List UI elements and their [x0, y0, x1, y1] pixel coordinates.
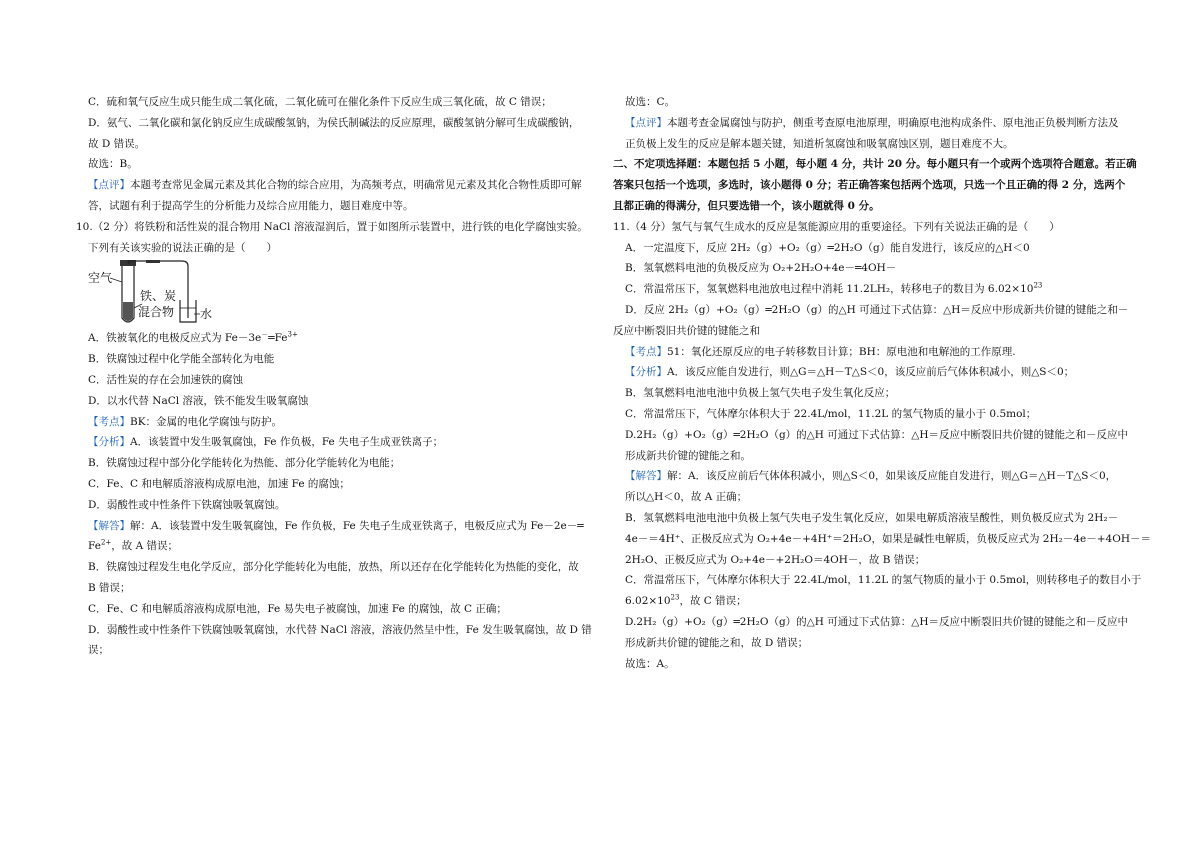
left-column	[76, 92, 592, 661]
option-c: C．活性炭的存在会加速铁的腐蚀	[88, 373, 244, 386]
right-column	[613, 92, 1151, 674]
text-line: 所以△H＜0，故 A 正确；	[625, 491, 748, 504]
text-line: 形成新共价键的键能之和。	[625, 449, 751, 462]
text-line: D.2H₂（g）+O₂（g）═2H₂O（g）的△H 可通过下式估算：△H＝反应中断裂旧共价键的键能之和－反应中	[625, 428, 1128, 441]
text-line: B．氢氧燃料电池电池中负极上氢气失电子发生氧化反应，如果电解质溶液呈酸性，则负极反应式为 2H₂－	[625, 511, 1119, 524]
text-line: 4e－＝4H⁺、正极反应式为 O₂+4e－+4H⁺＝2H₂O，如果是碱性电解质，负极反应式为 2H₂－4e－+4OH－＝	[625, 532, 1151, 545]
text-line: C．常温常压下，气体摩尔体积大于 22.4L/mol，11.2L 的氢气物质的量小于 0.5mol；	[625, 407, 1037, 420]
kaodian-line: 【考点】BK：金属的电化学腐蚀与防护。	[88, 415, 283, 428]
option-b: B．氢氧燃料电池的负极反应为 O₂+2H₂O+4e－═4OH－	[625, 262, 897, 275]
jieda-line: 【解答】解：A．该反应前后气体体积减小，则△S＜0，如果该反应能自发进行，则△G＝△H－T△S＜0，	[625, 470, 1117, 483]
text-line: 故选：C。	[625, 96, 676, 108]
text-line: $Fe^{2+}$，故 A 错误；	[88, 538, 179, 553]
option-d-cont: 反应中断裂旧共价键的键能之和	[613, 324, 760, 337]
text-line: D．弱酸性或中性条件下铁腐蚀吸氧腐蚀，水代替 NaCl 溶液，溶液仍然呈中性，Fe 发生吸氧腐蚀，故 D 错	[88, 623, 592, 636]
section-heading-3: 且都正确的得满分，但只要选错一个，该小题就得 0 分。	[613, 199, 880, 212]
option-d: D．反应 2H₂（g）+O₂（g）═2H₂O（g）的△H 可通过下式估算：△H＝反应中形成新共价键的键能之和－	[625, 303, 1129, 316]
kaodian-line: 【考点】51：氧化还原反应的电子转移数目计算；BH：原电池和电解池的工作原理.	[625, 345, 1016, 358]
fenxi-tag: 【分析】	[625, 366, 667, 379]
mixture-label-2: 混合物	[138, 305, 175, 320]
text-line: C．常温常压下，气体摩尔体积大于 22.4L/mol，11.2L 的氢气物质的量小于 0.5mol，则转移电子的数目小于	[625, 574, 1142, 587]
fenxi-line: 【分析】A．该反应能自发进行，则△G＝△H－T△S＜0，该反应前后气体体积减小，则△S＜0；	[625, 366, 1075, 379]
option-c: C．常温常压下，氢氧燃料电池放电过程中消耗 11.2LH₂，转移电子的数目为 $6.02\times 10^{23}$	[625, 281, 1043, 296]
jieda-tag: 【解答】	[625, 470, 667, 483]
text-line: B 错误；	[88, 581, 131, 594]
water-label: 水	[200, 307, 213, 322]
comment-tag: 【点评】	[88, 179, 130, 192]
jieda-tag: 【解答】	[88, 519, 130, 532]
experiment-figure	[88, 258, 588, 328]
comment-line: 【点评】本题考查常见金属元素及其化合物的综合应用，为高频考点，明确常见元素及其化合物性质即可解	[88, 179, 582, 192]
text-line: D.2H₂（g）+O₂（g）═2H₂O（g）的△H 可通过下式估算：△H＝反应中断裂旧共价键的键能之和－反应中	[625, 615, 1128, 628]
test-tube-apparatus-diagram	[88, 260, 228, 330]
text-line: C．硫和氧气反应生成只能生成二氧化硫，二氧化硫可在催化条件下反应生成三氧化硫，故 C 错误；	[88, 96, 552, 108]
text-line: B．氢氧燃料电池电池中负极上氢气失电子发生氧化反应；	[625, 387, 896, 400]
text-line: B．铁腐蚀过程中部分化学能转化为热能、部分化学能转化为电能；	[88, 457, 401, 470]
question-11-stem: 11.（4 分）氢气与氧气生成水的反应是氢能源应用的重要途径。下列有关说法正确的是（ ）	[613, 220, 1060, 233]
question-10-stem-2: 下列有关该实验的说法正确的是（ ）	[88, 241, 277, 254]
text-line: $6.02\times 10^{23}$，故 C 错误；	[625, 593, 747, 608]
option-a: A．一定温度下，反应 2H₂（g）+O₂（g）═2H₂O（g）能自发进行，该反应的△H＜0	[625, 241, 1030, 254]
text-line: 形成新共价键的键能之和，故 D 错误；	[625, 636, 809, 649]
option-d: D．以水代替 NaCl 溶液，铁不能发生吸氧腐蚀	[88, 394, 309, 407]
section-heading: 二、不定项选择题：本题包括 5 小题，每小题 4 分，共计 20 分。每小题只有一个或两个选项符合题意。若正确	[613, 158, 1137, 171]
text-line: D．弱酸性或中性条件下铁腐蚀吸氧腐蚀。	[88, 498, 286, 511]
comment-tag: 【点评】	[625, 116, 667, 129]
comment-line: 【点评】本题考查金属腐蚀与防护，侧重考查原电池原理，明确原电池构成条件、原电池正负极判断方法及	[625, 116, 1119, 129]
kaodian-tag: 【考点】	[88, 415, 130, 428]
mixture-shape	[123, 302, 133, 321]
text-line: C．Fe、C 和电解质溶液构成原电池，加速 Fe 的腐蚀；	[88, 477, 350, 490]
text-line: 故选：B。	[88, 158, 138, 171]
text-line: 误；	[88, 644, 109, 657]
text-line: 正负极上发生的反应是解本题关键，知道析氢腐蚀和吸氧腐蚀区别，题目难度不大。	[625, 137, 1014, 150]
clamp-shape	[146, 260, 160, 263]
fenxi-line: 【分析】A．该装置中发生吸氧腐蚀，Fe 作负极，Fe 失电子生成亚铁离子；	[88, 436, 444, 449]
mixture-label-1: 铁、炭	[140, 289, 177, 304]
text-line: C．Fe、C 和电解质溶液构成原电池，Fe 易失电子被腐蚀，加速 Fe 的腐蚀，故 C 正确；	[88, 602, 507, 615]
question-10-stem: 10.（2 分）将铁粉和活性炭的混合物用 NaCl 溶液湿润后，置于如图所示装置中，进行铁的电化学腐蚀实验。	[76, 220, 588, 233]
section-heading-2: 答案只包括一个选项，多选时，该小题得 0 分；若正确答案包括两个选项，只选一个且正确的得 2 分，选两个	[613, 179, 1126, 192]
text-line: D．氨气、二氧化碳和氯化钠反应生成碳酸氢钠，为侯氏制碱法的反应原理，碳酸氢钠分解可生成碳酸钠，	[88, 116, 580, 129]
text-line: 答，试题有利于提高学生的分析能力及综合应用能力，题目难度中等。	[88, 199, 414, 212]
text-line: 故选：A。	[625, 657, 675, 670]
jieda-line: 【解答】解：A．该装置中发生吸氧腐蚀，Fe 作负极，Fe 失电子生成亚铁离子，电极反应式为 Fe－2e－═	[88, 519, 584, 532]
air-label: 空气	[88, 271, 113, 286]
text-line: 2H₂O、正极反应式为 O₂+4e－+2H₂O＝4OH－，故 B 错误；	[625, 553, 926, 566]
option-a: A．铁被氧化的电极反应式为 $Fe-3e^-═Fe^{3+}$	[88, 330, 298, 345]
kaodian-tag: 【考点】	[625, 345, 667, 358]
fenxi-tag: 【分析】	[88, 436, 130, 449]
option-b: B．铁腐蚀过程中化学能全部转化为电能	[88, 353, 275, 366]
text-line: B．铁腐蚀过程发生电化学反应，部分化学能转化为电能，放热，所以还存在化学能转化为热能的变化，故	[88, 561, 579, 574]
text-line: 故 D 错误。	[88, 137, 146, 150]
